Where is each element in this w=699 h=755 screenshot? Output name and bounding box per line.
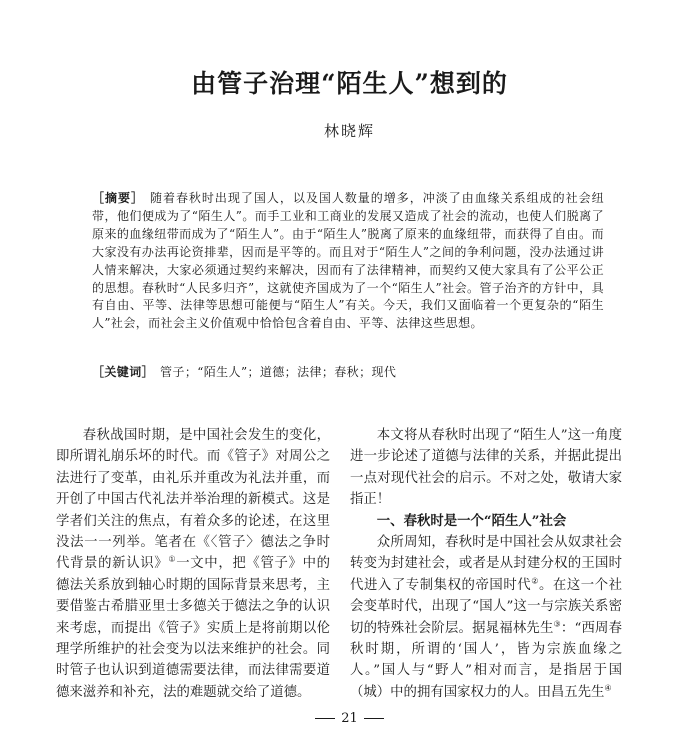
body-paragraph bbox=[56, 425, 330, 703]
footer-dash-right bbox=[364, 718, 384, 719]
page-footer bbox=[0, 711, 699, 726]
footnote-ref-2: ② bbox=[531, 576, 539, 586]
section-heading: 一、春秋时是一个“陌生人”社会 bbox=[376, 512, 567, 529]
paragraph-text: 众所周知，春秋时是中国社会从奴隶社会转变为封建社会，或者是从封建分权的王国时代进入了专制集权的帝国时代 bbox=[350, 535, 622, 593]
abstract-label: ［摘要］ bbox=[92, 191, 144, 205]
keywords-text: 管子；“陌生人”；道德；法律；春秋；现代 bbox=[160, 365, 397, 379]
abstract bbox=[92, 190, 604, 333]
body-column-right bbox=[350, 425, 622, 703]
footnote-ref-3: ③ bbox=[553, 619, 561, 629]
page-number: 21 bbox=[341, 711, 358, 726]
body-paragraph: 本文将从春秋时出现了“陌生人”这一角度进一步论述了道德与法律的关系，并据此提出一点对现代社会的启示。不对之处，敬请大家指正！ bbox=[350, 428, 622, 508]
footer-dash-left bbox=[315, 718, 335, 719]
footnote-ref-4: ④ bbox=[604, 683, 612, 693]
paragraph-text: 春秋战国时期，是中国社会发生的变化，即所谓礼崩乐坏的时代。而《管子》对周公之法进行了变革，由礼乐并重改为礼法并重，而开创了中国古代礼法并举治理的新模式。这是学者们关注的焦点，有着众多的论述，在这里没法一一列举。笔者在《〈管子〉德法之争时代背景的新认识》 bbox=[56, 428, 330, 572]
paragraph-text: 一文中，把《管子》中的德法关系放到轴心时期的国际背景来思考，主要借鉴古希腊亚里士多德关于德法之争的认识来考虑，而提出《管子》实质上是将前期以伦理学所维护的社会变为以法来维护的社会。同时管子也认识到道德需要法律，而法律需要道德来滋养和补充，法的难题就交给了道德。 bbox=[56, 556, 331, 700]
paragraph-text: ：“西周春秋时期，所谓的‘国人’，皆为宗族血缘之人。”国人与“野人”相对而言，是指居于国（城）中的拥有国家权力的人。田昌五先生 bbox=[350, 620, 623, 700]
keywords bbox=[92, 364, 604, 382]
footnote-ref-1: ① bbox=[168, 554, 177, 564]
author-name: 林晓辉 bbox=[323, 122, 375, 140]
body-paragraph bbox=[350, 532, 622, 703]
paragraph-text: 。在这一个社会变革时代，出现了“国人”这一与宗族关系密切的特殊社会阶层。据晁福林先生 bbox=[350, 577, 623, 636]
abstract-text: 随着春秋时出现了国人，以及国人数量的增多，冲淡了由血缘关系组成的社会纽带，他们便成为了“陌生人”。而手工业和工商业的发展又造成了社会的流动，也使人们脱离了原来的血缘纽带而成为了“陌生人”。由于“陌生人”脱离了原来的血缘纽带，而获得了自由。而大家没有办法再论资排辈，因而是平等的。而且对于“陌生人”之间的争利问题，没办法通过讲人情来解决，大家必须通过契约来解决，因而有了法律精神，而契约又使大家具有了公平公正的思想。春秋时“人民多归齐”，这就使齐国成为了一个“陌生人”社会。管子治齐的方针中，具有自由、平等、法律等思想可能便与“陌生人”有关。今天，我们又面临着一个更复杂的“陌生人”社会，而社会主义价值观中恰恰包含着自由、平等、法律这些思想。 bbox=[92, 191, 604, 331]
body-column-left bbox=[56, 425, 330, 703]
article-title: 由管子治理“陌生人”想到的 bbox=[191, 69, 508, 98]
keywords-label: ［关键词］ bbox=[92, 365, 155, 379]
